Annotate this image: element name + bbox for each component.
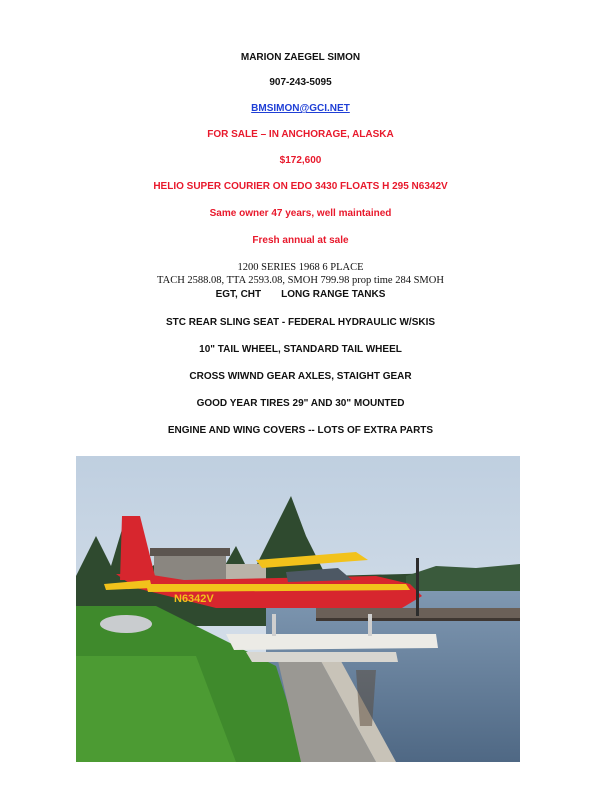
seller-name: MARION ZAEGEL SIMON [240, 52, 361, 63]
owner-note: Same owner 47 years, well maintained [209, 208, 392, 219]
spec-tanks: LONG RANGE TANKS [281, 289, 386, 300]
plane-registration: N6342V [174, 593, 214, 605]
spec-series: 1200 SERIES 1968 6 PLACE [237, 262, 364, 273]
feature-item: CROSS WIWND GEAR AXLES, STAIGHT GEAR [189, 371, 412, 382]
feature-item: STC REAR SLING SEAT - FEDERAL HYDRAULIC W/SKIS [165, 317, 436, 328]
seller-email-link[interactable]: BMSIMON@GCI.NET [251, 103, 350, 114]
spec-instruments-row [0, 289, 601, 301]
seller-phone: 907-243-5095 [269, 77, 332, 88]
sale-location: FOR SALE – IN ANCHORAGE, ALASKA [207, 129, 394, 140]
feature-item: GOOD YEAR TIRES 29" AND 30" MOUNTED [196, 398, 405, 409]
aircraft-title: HELIO SUPER COURIER ON EDO 3430 FLOATS H 295 N6342V [153, 181, 448, 192]
feature-item: 10" TAIL WHEEL, STANDARD TAIL WHEEL [199, 344, 402, 355]
sale-price: $172,600 [279, 155, 322, 166]
annual-note: Fresh annual at sale [252, 235, 349, 246]
feature-item: ENGINE AND WING COVERS -- LOTS OF EXTRA PARTS [167, 425, 434, 436]
spec-instruments: EGT, CHT [215, 289, 262, 300]
spec-times: TACH 2588.08, TTA 2593.08, SMOH 799.98 prop time 284 SMOH [157, 275, 444, 286]
floatplane-photo [76, 456, 520, 762]
plane-floats [226, 634, 438, 650]
